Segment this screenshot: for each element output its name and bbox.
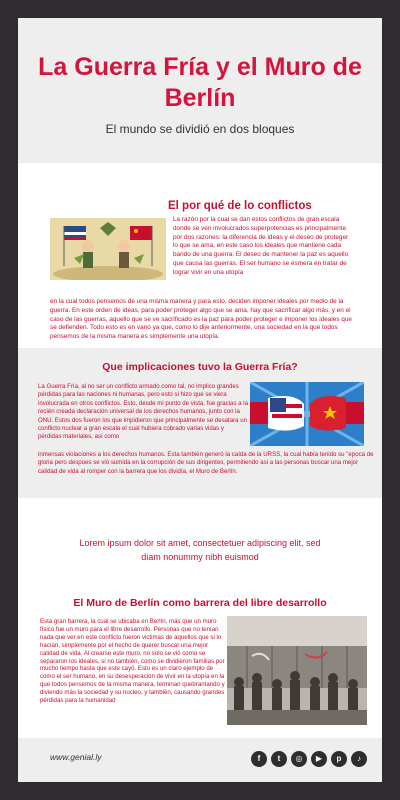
section-conflicts-text-bottom: en la cual todos pensemos de una misma manera y para esto, deciden imponer ideales por medio de la guerra. En este orden de ideas, para poder proteger algo que se ama, hay que sacrificar algo más, y en el caso de las guerras, aquello que se ve sacrificado es la paz para poder proteger e imponer los ideales que se defienden. Todo esto es en vano ya que, como lo dije anteriormente, una sociedad en la que todos pensemos de la misma manera es simplemente una utopía. [50, 298, 352, 341]
cold-war-cartoon-image [50, 218, 166, 280]
section-wall-text: Esta gran barrera, la cual se ubicaba en Berlín, más que un muro físico fue un muro para el libre desarrollo. Personas que no tenían nada que ver en este conflicto fueron victimas de aquellos que si lo hacían, simplemente por el hecho de querer buscar una mejor calidad de vida. Al crearse este muro, no solo se vió como se separaron los ideales, si no también, como se dividieron familias por mucho tiempo hasta que este cayó. Esto es un claro ejemplo de como el ser humano, en su desesperación de vivir en la utopía en la que todos pensemos de la misma manera, terminan quebrantando y diviendo más la sociedad y su nucleo, y también, causando grandes pérdidas para la humanidad [40, 618, 225, 705]
pinterest-icon[interactable]: p [331, 751, 347, 767]
social-links [251, 751, 367, 767]
instagram-icon[interactable]: ◎ [291, 751, 307, 767]
page-subtitle: El mundo se dividió en dos bloques [105, 122, 295, 136]
youtube-icon[interactable]: ▶ [311, 751, 327, 767]
twitter-icon[interactable]: t [271, 751, 287, 767]
tiktok-icon[interactable]: ♪ [351, 751, 367, 767]
berlin-wall-crowd-image [227, 616, 367, 725]
section-conflicts-title: El por qué de lo conflictos [168, 200, 312, 212]
usa-china-fists-image [250, 382, 364, 446]
section-implications-text-top: La Guerra Fría, al no ser un conflicto armado como tal, no implico grandes pérdidas para las naciones ni humanas, pero esto si hizo que se viera involucrada en otros conflictos. Esto, desde mi punto de vista, fue gracias a la recién creada declaración universal de los derechos humanos, junto con la ONU. Estos dos fueron los que impidieron que principalmente se desatara un conflicto nuclear a gran escala el cual hubiera cobrado varias vidas y pérdidas materiales, así como [38, 383, 249, 441]
page-title: La Guerra Fría y el Muro de Berlín [38, 53, 362, 112]
section-implications [18, 348, 382, 498]
section-implications-title: Que implicaciones tuvo la Guerra Fría? [102, 361, 298, 373]
placeholder-text: Lorem ipsum dolor sit amet, consectetuer adipiscing elit, sed diam nonummy nibh euismod [79, 538, 321, 562]
facebook-icon[interactable]: f [251, 751, 267, 767]
section-wall-title: El Muro de Berlín como barrera del libre desarrollo [73, 597, 327, 609]
section-conflicts-text-top: La razón por la cual se dan estos conflictos de gran escala donde se ven involucrados superpotencias es principalmente por dos razones: la diferencia de ideas y el deseo de proteger lo que se ama, en este caso los ideales que mantiene cada bando de una guerra. El deseo de mantener la paz es aquello que causa las guerras. El ser humano se esmera en tratar de lograr vivir en una utopía [173, 216, 349, 276]
section-implications-text-bottom: inmensas violaciones a los derechos humanos. Esta también generó la caída de la URSS, la cual había tenido su "epoca de gloria pero despues se vió sumida en la corrupción de sus dirigentes, permitiendo asi a las personas buscar una mejor calidad de vida al romper con la barrera que los dividía, el Muro de Berlín. [38, 451, 374, 475]
footer-url-link[interactable]: www.genial.ly [50, 752, 102, 762]
footer [18, 738, 382, 782]
header-band [18, 18, 382, 163]
infographic-page [18, 18, 382, 782]
section-conflicts [18, 188, 382, 358]
